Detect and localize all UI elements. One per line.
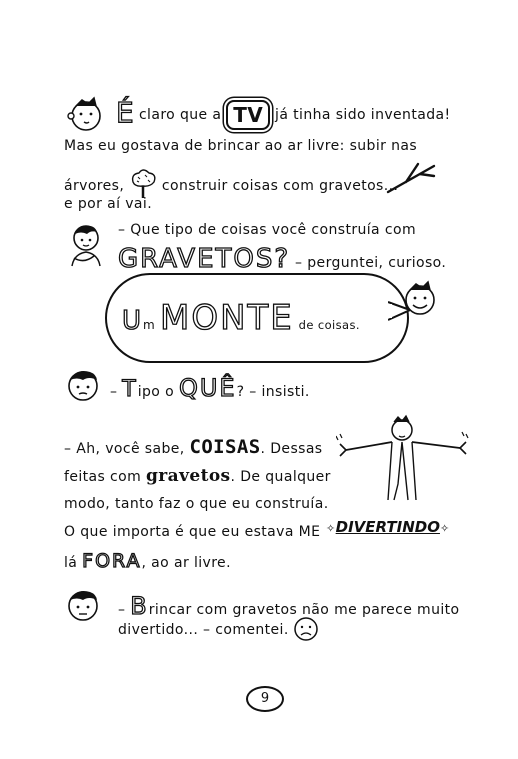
boy-face-icon xyxy=(62,586,104,626)
monte-emphasis: MONTE xyxy=(159,298,294,338)
page-number: 9 xyxy=(246,686,284,712)
text: rincar com gravetos não me parece muito xyxy=(148,602,460,618)
boy-face-icon xyxy=(66,222,110,272)
text: – xyxy=(110,384,118,400)
text-line: modo, tanto faz o que eu construía. xyxy=(64,496,329,512)
stick-icon xyxy=(384,160,438,196)
tv-emphasis: TV xyxy=(226,100,270,130)
boy-face-icon xyxy=(62,366,104,406)
divertindo-emphasis: DIVERTINDO xyxy=(335,518,440,536)
text: claro que a xyxy=(138,107,222,123)
gravetos-bold: gravetos xyxy=(146,466,231,486)
text: ? – insisti. xyxy=(236,384,310,400)
text: , ao ar livre. xyxy=(141,555,231,571)
text: . Dessas xyxy=(260,441,323,457)
text: . De qualquer xyxy=(230,469,331,485)
frown-face-icon xyxy=(292,616,320,642)
drop-cap: É xyxy=(116,96,135,129)
fora-emphasis: FORA xyxy=(82,550,142,572)
coisas-emphasis: COISAS xyxy=(189,436,261,458)
text: feitas com xyxy=(64,469,142,485)
text-line: Mas eu gostava de brincar ao ar livre: subir nas xyxy=(64,138,418,154)
text: – Ah, você sabe, xyxy=(64,441,185,457)
boy-face-icon xyxy=(62,92,108,134)
text-line: – Que tipo de coisas você construía com xyxy=(118,222,416,238)
bubble-cap: U xyxy=(122,306,144,336)
sparkle-icon: ✧ xyxy=(326,522,336,535)
gravetos-emphasis: GRAVETOS? xyxy=(118,244,291,274)
text: O que importa é que eu estava ME xyxy=(64,524,321,540)
text-line: e por aí vai. xyxy=(64,196,153,212)
text: já tinha sido inventada! xyxy=(275,107,451,123)
boy-face-icon xyxy=(400,278,442,320)
drop-cap: T xyxy=(122,377,138,402)
text: árvores, xyxy=(64,178,125,194)
grandpa-arms-up-icon xyxy=(336,414,470,506)
text: – xyxy=(118,602,126,618)
text: lá xyxy=(64,555,78,571)
sparkle-icon: ✧ xyxy=(439,522,450,535)
text: divertido... – comentei. xyxy=(118,622,289,638)
que-emphasis: QUÊ xyxy=(178,374,237,402)
text: m xyxy=(143,318,156,332)
text: – perguntei, curioso. xyxy=(295,255,447,271)
text: de coisas. xyxy=(298,318,360,332)
text: ipo o xyxy=(137,384,175,400)
text: construir coisas com gravetos... xyxy=(161,178,399,194)
drop-cap: B xyxy=(130,592,149,620)
